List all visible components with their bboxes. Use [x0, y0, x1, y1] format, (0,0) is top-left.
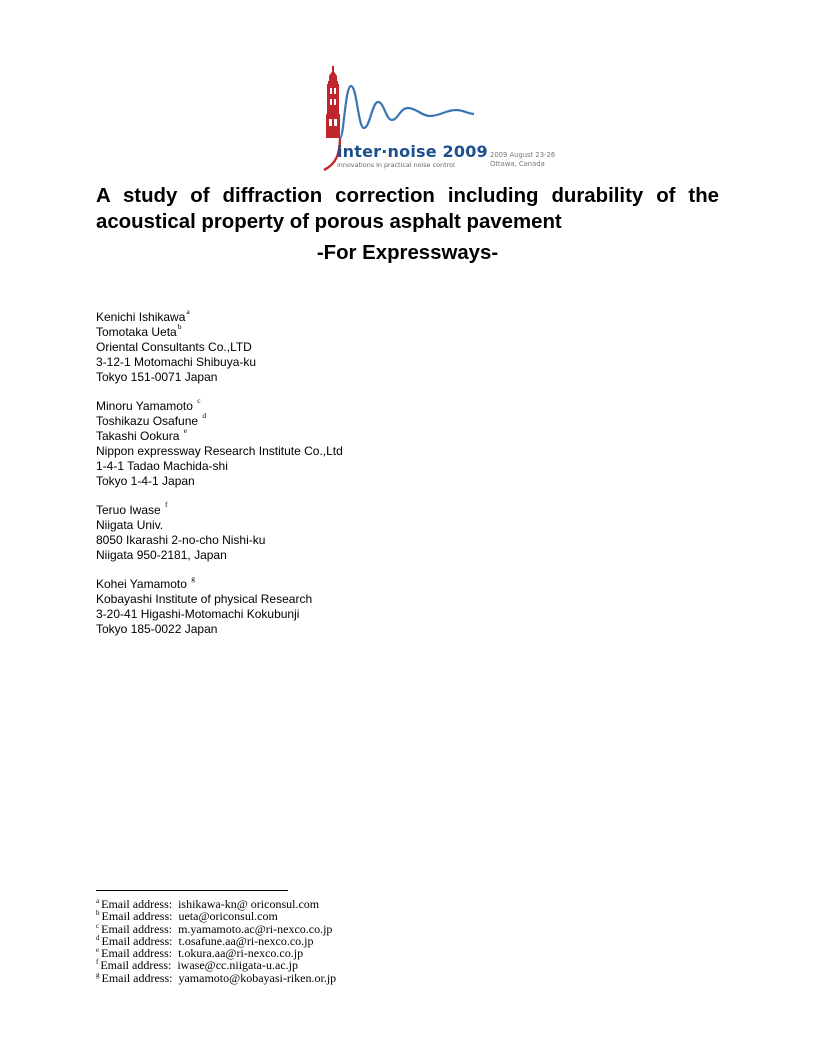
- affiliation-mark: d: [202, 411, 207, 420]
- affiliation-mark: a: [186, 307, 190, 316]
- footnote-email: ueta@oriconsul.com: [178, 909, 278, 924]
- author-name: Teruo Iwase: [96, 503, 161, 517]
- affiliation-line: 8050 Ikarashi 2-no-cho Nishi-ku: [96, 533, 266, 547]
- conference-logo: [318, 66, 578, 176]
- author: [96, 426, 343, 444]
- affiliation-line: Tokyo 185-0022 Japan: [96, 622, 218, 636]
- author-block: [96, 574, 343, 637]
- footnote: [96, 972, 336, 984]
- footnote-email: t.okura.aa@ri-nexco.co.jp: [178, 946, 304, 961]
- author: [96, 322, 343, 340]
- affiliation-line: Tokyo 151-0071 Japan: [96, 370, 218, 384]
- author-name: Kenichi Ishikawa: [96, 310, 186, 324]
- author-block: [96, 307, 343, 385]
- footnote-label: Email address:: [101, 933, 173, 948]
- affiliation-mark: e: [183, 426, 188, 435]
- logo-date-location: [490, 151, 555, 169]
- affiliation-line: Tokyo 1-4-1 Japan: [96, 474, 195, 488]
- author-name: Toshikazu Osafune: [96, 414, 199, 428]
- footnote-label: Email address:: [101, 921, 173, 936]
- author: [96, 574, 343, 592]
- author-name: Kohei Yamamoto: [96, 577, 187, 591]
- footnote-mark: e: [96, 946, 100, 955]
- affiliation-mark: g: [191, 574, 196, 583]
- footnote-email: yamamoto@kobayasi-riken.or.jp: [178, 970, 337, 985]
- paper-title: A study of diffraction correction including durability of the acoustical property of porous asphalt pavement: [96, 185, 719, 233]
- logo-wordmark: inter·noise 2009: [337, 142, 488, 161]
- footnote-mark: c: [96, 921, 100, 930]
- author-name: Tomotaka Ueta: [96, 325, 177, 339]
- logo-location: Ottawa, Canada: [490, 160, 545, 168]
- author-name: Takashi Ookura: [96, 429, 180, 443]
- footnote-mark: b: [96, 909, 100, 918]
- affiliation-mark: c: [197, 396, 201, 405]
- footnote-label: Email address:: [101, 909, 173, 924]
- paper-subtitle: -For Expressways-: [316, 242, 499, 264]
- affiliation-line: Oriental Consultants Co.,LTD: [96, 340, 252, 354]
- author-block: [96, 396, 343, 489]
- footnote-label: Email address:: [101, 897, 173, 911]
- affiliation-line: Niigata 950-2181, Japan: [96, 548, 227, 562]
- affiliation-line: 3-12-1 Motomachi Shibuya-ku: [96, 355, 257, 369]
- footnote-mark: f: [96, 958, 99, 967]
- author: [96, 307, 343, 325]
- author-name: Minoru Yamamoto: [96, 399, 193, 413]
- affiliation-line: Nippon expressway Research Institute Co.,Ltd: [96, 444, 343, 458]
- affiliation-line: 1-4-1 Tadao Machida-shi: [96, 459, 228, 473]
- footnote-email: ishikawa-kn@ oriconsul.com: [178, 897, 320, 911]
- footnote-label: Email address:: [100, 958, 172, 973]
- affiliation-line: 3-20-41 Higashi-Motomachi Kokubunji: [96, 607, 300, 621]
- author-block: [96, 500, 343, 563]
- affiliation-mark: f: [165, 500, 168, 509]
- footnote-mark: d: [96, 933, 100, 942]
- affiliation-mark: b: [177, 322, 182, 331]
- affiliation-line: Niigata Univ.: [96, 518, 164, 532]
- author: [96, 396, 343, 414]
- footnote-email: m.yamamoto.ac@ri-nexco.co.jp: [178, 921, 333, 936]
- footnote-email: iwase@cc.niigata-u.ac.jp: [177, 958, 298, 973]
- affiliation-line: Kobayashi Institute of physical Research: [96, 592, 313, 606]
- logo-date: 2009 August 23-26: [490, 151, 556, 159]
- footnote-divider: [96, 890, 288, 891]
- author-list: [96, 307, 343, 651]
- logo-tagline: innovations in practical noise control: [337, 161, 455, 169]
- author: [96, 500, 343, 518]
- author: [96, 411, 343, 429]
- footnote-mark: g: [96, 970, 100, 979]
- footnote-email: t.osafune.aa@ri-nexco.co.jp: [178, 933, 314, 948]
- footnote-label: Email address:: [101, 970, 173, 985]
- footnote-mark: a: [96, 897, 100, 905]
- footnote-label: Email address:: [101, 946, 173, 961]
- footnotes: [96, 898, 336, 984]
